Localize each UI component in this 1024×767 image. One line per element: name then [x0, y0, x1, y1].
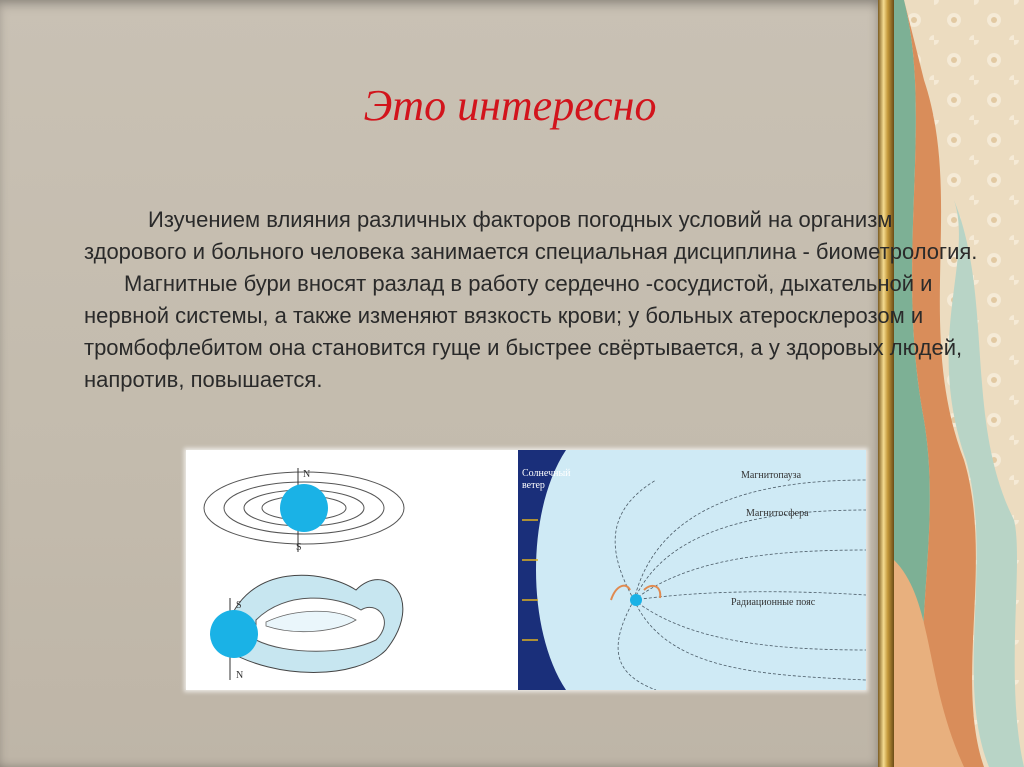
earth-bottom	[210, 610, 258, 658]
slide-title: Это интересно	[363, 81, 657, 130]
magnetosphere-illustration	[186, 450, 866, 690]
label-south-top: S	[296, 542, 302, 553]
magnetosphere-label: Магнитосфера	[746, 508, 809, 519]
radiation-belts-label: Радиационные пояс	[731, 597, 816, 608]
paragraph-magnetic-storms: Магнитные бури вносят разлад в работу сердечно -сосудистой, дыхательной и нервной системы, а также изменяют вязкость крови; у больных атеросклерозом и тромбофлебитом она становится гуще и быстрее свёртывается, а у здоровых людей, напротив, повышается.	[84, 271, 963, 392]
solar-wind-label-2: ветер	[522, 480, 545, 491]
label-north-bottom: N	[236, 670, 244, 681]
body-text	[84, 204, 984, 396]
dipole-field-diagram	[204, 468, 404, 681]
label-north-top: N	[303, 469, 311, 480]
magnetosphere-diagram	[518, 450, 866, 690]
earth-top	[280, 484, 328, 532]
magnetopause-label: Магнитопауза	[741, 470, 802, 481]
label-south-bottom: S	[236, 600, 242, 611]
paragraph-biometrology: Изучением влияния различных факторов погодных условий на организм здорового и больного человека занимается специальная дисциплина - биометрология.	[84, 207, 978, 264]
solar-wind-label: Солнечный	[522, 468, 571, 479]
